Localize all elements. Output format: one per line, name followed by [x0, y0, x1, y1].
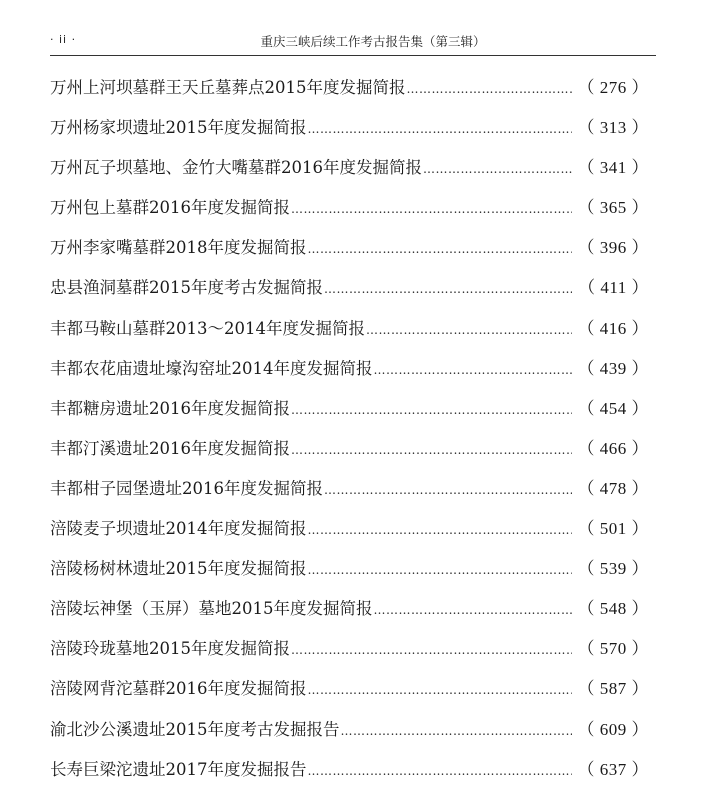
entry-title: 丰都马鞍山墓群2013～2014年度发掘简报	[50, 318, 365, 338]
toc-entry[interactable]	[50, 509, 649, 549]
entry-page-number: （ 501 ）	[577, 519, 649, 539]
dot-leader	[291, 630, 572, 670]
toc-entry[interactable]	[50, 309, 649, 349]
entry-page-number: （ 637 ）	[577, 759, 649, 779]
entry-page-number: （ 466 ）	[577, 438, 649, 458]
dot-leader	[308, 510, 572, 550]
dot-leader	[291, 189, 572, 229]
entry-page-number: （ 609 ）	[577, 719, 649, 739]
page-header	[50, 30, 656, 50]
dot-leader	[308, 751, 572, 791]
toc-entry[interactable]	[50, 429, 649, 469]
entry-title: 长寿巨梁沱遗址2017年度发掘报告	[50, 759, 307, 779]
table-of-contents	[50, 68, 649, 790]
entry-title: 涪陵麦子坝遗址2014年度发掘简报	[50, 519, 307, 539]
dot-leader	[324, 269, 572, 309]
toc-entry[interactable]	[50, 669, 649, 709]
dot-leader	[291, 430, 572, 470]
dot-leader	[374, 590, 572, 630]
entry-page-number: （ 454 ）	[577, 398, 649, 418]
entry-title: 丰都汀溪遗址2016年度发掘简报	[50, 438, 290, 458]
entry-title: 丰都农花庙遗址壕沟窑址2014年度发掘简报	[50, 358, 373, 378]
entry-page-number: （ 548 ）	[577, 599, 649, 619]
entry-title: 万州杨家坝遗址2015年度发掘简报	[50, 118, 307, 138]
entry-page-number: （ 416 ）	[577, 318, 649, 338]
entry-title: 涪陵坛神堡（玉屏）墓地2015年度发掘简报	[50, 599, 373, 619]
entry-page-number: （ 570 ）	[577, 639, 649, 659]
entry-page-number: （ 396 ）	[577, 238, 649, 258]
toc-entry[interactable]	[50, 589, 649, 629]
toc-entry[interactable]	[50, 268, 649, 308]
entry-page-number: （ 365 ）	[577, 198, 649, 218]
dot-leader	[308, 550, 572, 590]
header-rule	[50, 55, 656, 56]
entry-page-number: （ 439 ）	[577, 358, 649, 378]
toc-entry[interactable]	[50, 389, 649, 429]
entry-title: 涪陵网背沱墓群2016年度发掘简报	[50, 679, 307, 699]
entry-title: 涪陵杨树林遗址2015年度发掘简报	[50, 559, 307, 579]
toc-entry[interactable]	[50, 549, 649, 589]
entry-page-number: （ 276 ）	[577, 78, 649, 97]
dot-leader	[324, 470, 572, 510]
entry-title: 忠县渔洞墓群2015年度考古发掘简报	[50, 278, 323, 298]
toc-entry[interactable]	[50, 228, 649, 268]
toc-entry[interactable]	[50, 188, 649, 228]
toc-entry[interactable]	[50, 469, 649, 509]
entry-title: 万州包上墓群2016年度发掘简报	[50, 198, 290, 218]
dot-leader	[291, 390, 572, 430]
running-title: 重庆三峡后续工作考古报告集（第三辑）	[260, 34, 486, 49]
entry-page-number: （ 587 ）	[577, 679, 649, 699]
dot-leader	[374, 350, 572, 390]
entry-title: 渝北沙公溪遗址2015年度考古发掘报告	[50, 719, 340, 739]
toc-entry[interactable]	[50, 349, 649, 389]
toc-entry[interactable]	[50, 108, 649, 148]
toc-entry[interactable]	[50, 148, 649, 188]
dot-leader	[366, 310, 572, 350]
toc-entry[interactable]	[50, 750, 649, 790]
entry-title: 丰都糖房遗址2016年度发掘简报	[50, 398, 290, 418]
dot-leader	[423, 149, 572, 189]
page-number: · ii ·	[50, 33, 77, 46]
entry-title: 万州瓦子坝墓地、金竹大嘴墓群2016年度发掘简报	[50, 158, 422, 178]
toc-entry[interactable]	[50, 710, 649, 750]
entry-page-number: （ 341 ）	[577, 158, 649, 178]
entry-page-number: （ 313 ）	[577, 118, 649, 138]
entry-page-number: （ 539 ）	[577, 559, 649, 579]
dot-leader	[308, 670, 572, 710]
entry-title: 万州上河坝墓群王天丘墓葬点2015年度发掘简报	[50, 78, 406, 97]
entry-title: 丰都柑子园堡遗址2016年度发掘简报	[50, 478, 323, 498]
dot-leader	[308, 229, 572, 269]
toc-entry[interactable]	[50, 68, 649, 108]
entry-title: 万州李家嘴墓群2018年度发掘简报	[50, 238, 307, 258]
entry-page-number: （ 411 ）	[578, 278, 649, 298]
dot-leader	[341, 711, 572, 751]
toc-entry[interactable]	[50, 629, 649, 669]
dot-leader	[407, 69, 572, 109]
entry-page-number: （ 478 ）	[577, 478, 649, 498]
dot-leader	[308, 109, 572, 149]
entry-title: 涪陵玲珑墓地2015年度发掘简报	[50, 639, 290, 659]
